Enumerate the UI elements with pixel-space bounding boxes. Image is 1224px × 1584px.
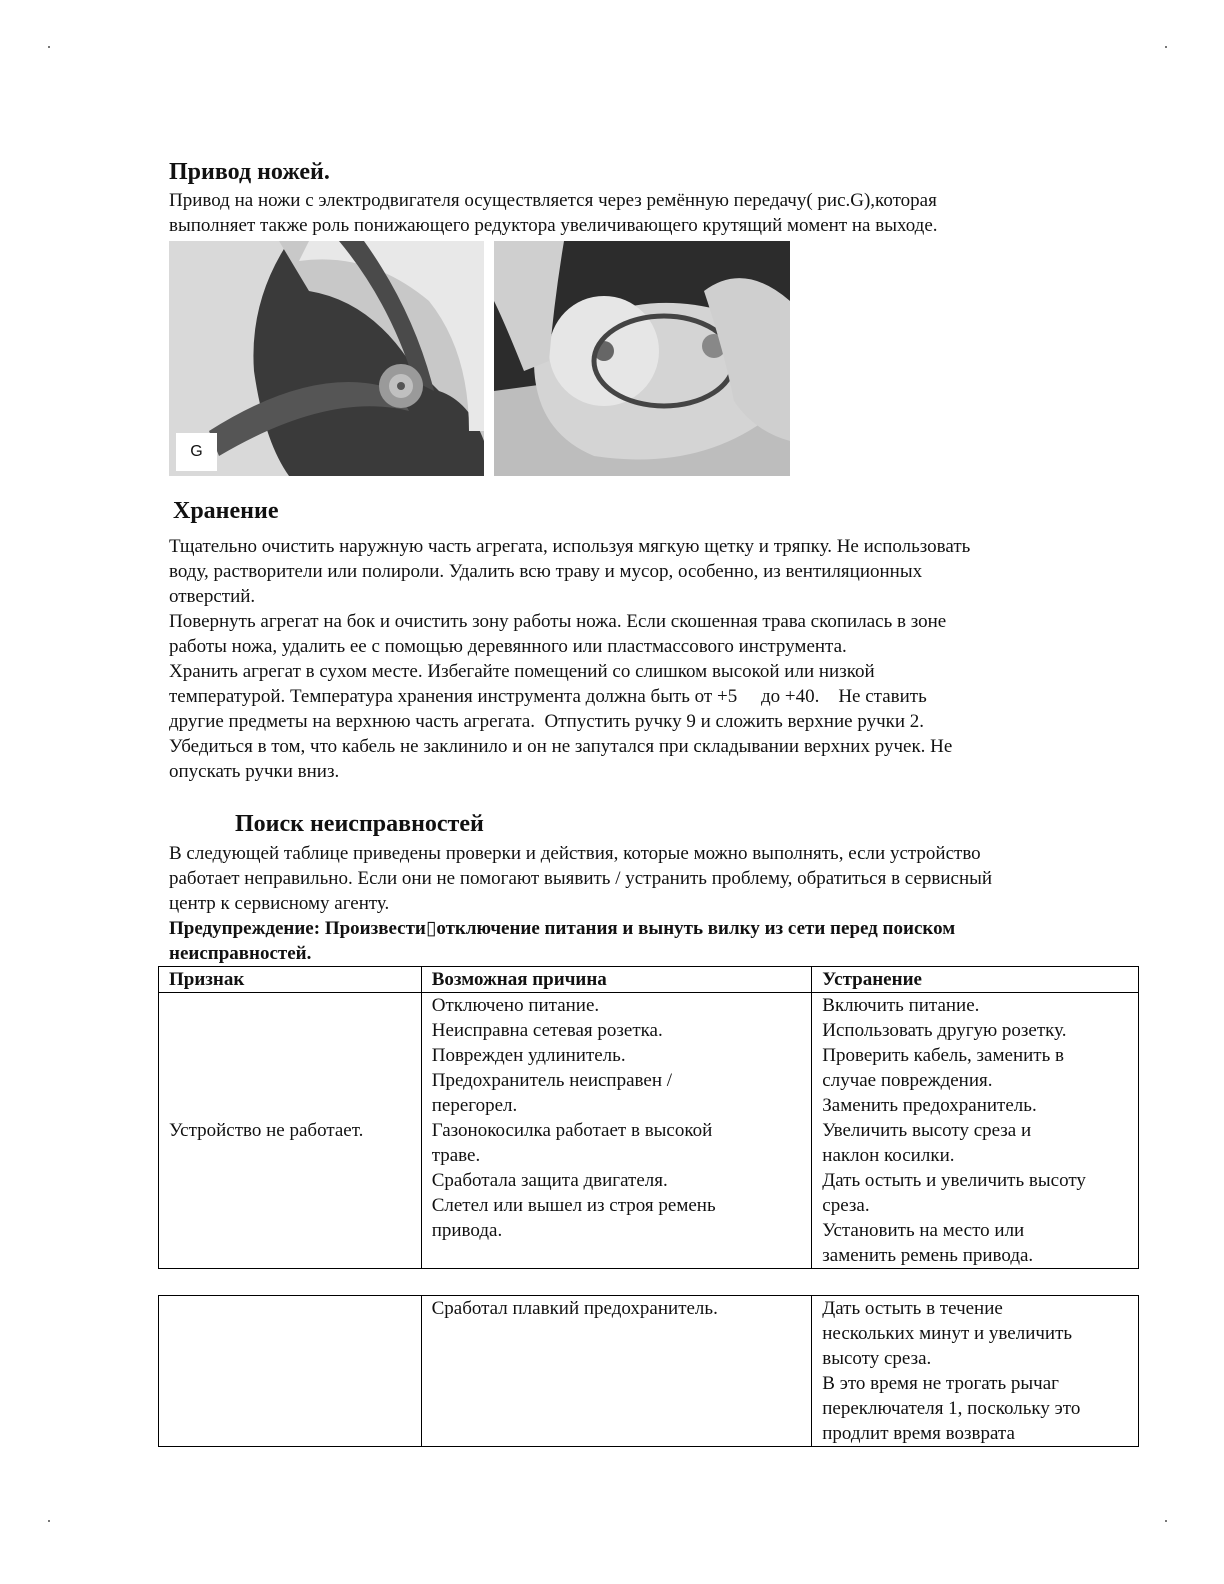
- belt-install-photo: [494, 241, 790, 476]
- text-line: другие предметы на верхнюю часть агрегата. Отпустить ручку 9 и сложить верхние ручки 2.: [169, 711, 925, 732]
- cause-line: Слетел или вышел из строя ремень: [431, 1195, 716, 1216]
- warning-line: неисправностей.: [169, 943, 312, 964]
- remedy-line: Дать остыть и увеличить высоту: [822, 1170, 1086, 1191]
- storage-text: [169, 534, 1129, 784]
- text-line: опускать ручки вниз.: [169, 761, 340, 782]
- remedy-line: Заменить предохранитель.: [822, 1095, 1037, 1116]
- warning-line: Предупреждение: Произвести▯отключение питания и вынуть вилку из сети перед поиском: [169, 918, 956, 939]
- table-header-row: [159, 967, 1139, 993]
- text-line: Хранить агрегат в сухом месте. Избегайте помещений со слишком высокой или низкой: [169, 661, 875, 682]
- corner-mark-bottom-right: [1165, 1520, 1167, 1522]
- cause-line: Сработала защита двигателя.: [431, 1170, 668, 1191]
- remedy-line: Включить питание.: [822, 995, 980, 1016]
- belt-drive-photo: [169, 241, 484, 476]
- remedy-line: продлит время возврата: [822, 1423, 1015, 1444]
- remedy-line: Проверить кабель, заменить в: [822, 1045, 1064, 1066]
- text-line: центр к сервисному агенту.: [169, 893, 390, 914]
- corner-mark-top-right: [1165, 46, 1167, 48]
- remedy-line: наклон косилки.: [822, 1145, 955, 1166]
- cause-line: Отключено питание.: [431, 995, 600, 1016]
- text-line: Убедиться в том, что кабель не заклинило и он не запутался при складывании верхних ручек. Не: [169, 736, 953, 757]
- remedy-line: Использовать другую розетку.: [822, 1020, 1067, 1041]
- remedy-cell: [812, 993, 1139, 1269]
- storage-heading: Хранение: [173, 498, 279, 524]
- text-line: работает неправильно. Если они не помогают выявить / устранить проблему, обратиться в сервисный: [169, 868, 993, 889]
- text-line: В следующей таблице приведены проверки и действия, которые можно выполнять, если устройство: [169, 843, 981, 864]
- cause-line: Поврежден удлинитель.: [431, 1045, 626, 1066]
- text-line: отверстий.: [169, 586, 256, 607]
- troubleshooting-table: [158, 966, 1139, 1269]
- cause-line: траве.: [431, 1145, 481, 1166]
- symptom-cell: [159, 993, 422, 1269]
- text-line: температурой. Температура хранения инструмента должна быть от +5 до +40. Не ставить: [169, 686, 927, 707]
- remedy-line: Дать остыть в течение: [822, 1298, 1003, 1319]
- text-line: Тщательно очистить наружную часть агрегата, используя мягкую щетку и тряпку. Не использовать: [169, 536, 971, 557]
- table-row: [159, 1296, 1139, 1447]
- cause-line: перегорел.: [431, 1095, 518, 1116]
- remedy-line: переключателя 1, поскольку это: [822, 1398, 1081, 1419]
- drive-heading: Привод ножей.: [169, 159, 330, 185]
- text-line: Повернуть агрегат на бок и очистить зону работы ножа. Если скошенная трава скопилась в зоне: [169, 611, 947, 632]
- text-line: выполняет также роль понижающего редуктора увеличивающего крутящий момент на выходе.: [169, 215, 938, 236]
- text-line: работы ножа, удалить ее с помощью деревянного или пластмассового инструмента.: [169, 636, 847, 657]
- header-symptom: Признак: [159, 967, 422, 993]
- cause-cell: [421, 993, 812, 1269]
- corner-mark-top-left: [48, 46, 50, 48]
- symptom-cell: [159, 1296, 422, 1447]
- cause-line: Газонокосилка работает в высокой: [431, 1120, 713, 1141]
- table-row: [159, 993, 1139, 1269]
- remedy-line: Увеличить высоту среза и: [822, 1120, 1032, 1141]
- cause-cell: [421, 1296, 812, 1447]
- header-remedy: Устранение: [812, 967, 1139, 993]
- remedy-line: В это время не трогать рычаг: [822, 1373, 1059, 1394]
- cause-line: Неисправна сетевая розетка.: [431, 1020, 663, 1041]
- belt-install-illustration: [494, 241, 790, 476]
- drive-text: [169, 188, 1129, 238]
- remedy-line: высоту среза.: [822, 1348, 932, 1369]
- cause-line: Предохранитель неисправен /: [431, 1070, 673, 1091]
- remedy-line: среза.: [822, 1195, 870, 1216]
- remedy-line: случае повреждения.: [822, 1070, 993, 1091]
- troubleshooting-heading: Поиск неисправностей: [235, 811, 484, 837]
- remedy-cell: [812, 1296, 1139, 1447]
- figure-label: G: [176, 433, 217, 471]
- remedy-line: нескольких минут и увеличить: [822, 1323, 1073, 1344]
- cause-line: привода.: [431, 1220, 503, 1241]
- troubleshooting-table-continued: [158, 1295, 1139, 1447]
- header-cause: Возможная причина: [421, 967, 812, 993]
- symptom-text: Устройство не работает.: [169, 1120, 364, 1141]
- remedy-line: заменить ремень привода.: [822, 1245, 1034, 1266]
- text-line: Привод на ножи с электродвигателя осуществляется через ремённую передачу( рис.G),которая: [169, 190, 937, 211]
- remedy-line: Установить на место или: [822, 1220, 1025, 1241]
- text-line: воду, растворители или полироли. Удалить всю траву и мусор, особенно, из вентиляционных: [169, 561, 923, 582]
- corner-mark-bottom-left: [48, 1520, 50, 1522]
- cause-line: Сработал плавкий предохранитель.: [431, 1298, 718, 1319]
- troubleshooting-text: [169, 841, 1159, 966]
